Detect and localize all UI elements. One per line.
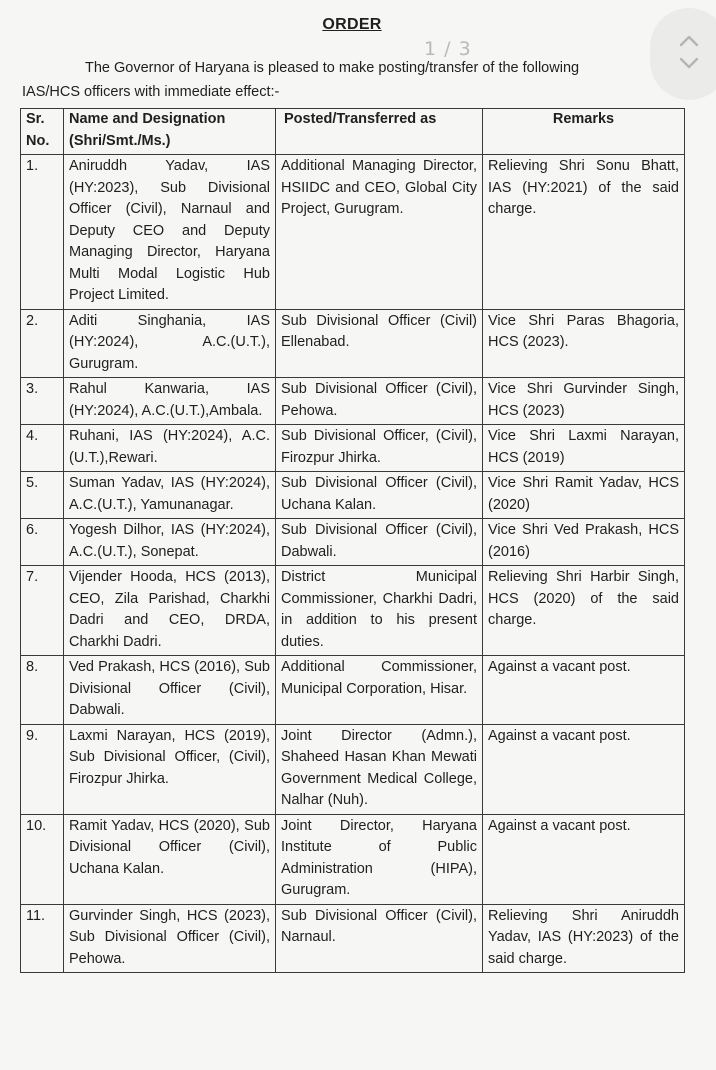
sr-cell: 9. [21, 724, 64, 814]
remarks-cell: Relieving Shri Aniruddh Yadav, IAS (HY:2023) of the said charge. [483, 904, 685, 973]
remarks-cell: Against a vacant post. [483, 814, 685, 904]
table-row [21, 814, 685, 904]
header-sr-line1: Sr. [26, 111, 45, 127]
chevron-down-icon [678, 56, 700, 70]
name-designation-cell: Ramit Yadav, HCS (2020), Sub Divisional Officer (Civil), Uchana Kalan. [64, 814, 276, 904]
table-header-row [21, 109, 685, 155]
header-posted-label: Posted/Transferred as [284, 111, 437, 127]
header-sr-line2: No. [26, 132, 50, 149]
remarks-cell: Relieving Shri Harbir Singh, HCS (2020) of the said charge. [483, 566, 685, 656]
page-indicator: 1 / 3 [424, 38, 472, 60]
remarks-cell: Vice Shri Laxmi Narayan, HCS (2019) [483, 425, 685, 472]
intro-paragraph [22, 56, 672, 104]
posted-as-cell: District Municipal Commissioner, Charkhi Dadri, in addition to his present duties. [276, 566, 483, 656]
remarks-cell: Vice Shri Paras Bhagoria, HCS (2023). [483, 309, 685, 378]
table-row [21, 155, 685, 310]
remarks-cell: Vice Shri Gurvinder Singh, HCS (2023) [483, 378, 685, 425]
name-designation-cell: Gurvinder Singh, HCS (2023), Sub Divisional Officer (Civil), Pehowa. [64, 904, 276, 973]
chevron-up-icon [678, 34, 700, 48]
posted-as-cell: Sub Divisional Officer, (Civil), Firozpur Jhirka. [276, 425, 483, 472]
sr-cell: 10. [21, 814, 64, 904]
table-row [21, 378, 685, 425]
header-name-line2: (Shri/Smt./Ms.) [69, 132, 171, 149]
next-page-button[interactable] [672, 52, 706, 74]
sr-cell: 4. [21, 425, 64, 472]
table-row [21, 566, 685, 656]
intro-line-1: The Governor of Haryana is pleased to make posting/transfer of the following [85, 60, 580, 76]
table-row [21, 904, 685, 973]
document-title: ORDER [322, 16, 382, 33]
header-name-line1: Name and Designation [69, 111, 226, 127]
posted-as-cell: Additional Managing Director, HSIIDC and CEO, Global City Project, Gurugram. [276, 155, 483, 310]
posted-as-cell: Joint Director (Admn.), Shaheed Hasan Khan Mewati Government Medical College, Nalhar (Nuh). [276, 724, 483, 814]
table-row [21, 309, 685, 378]
header-posted [276, 109, 483, 155]
sr-cell: 1. [21, 155, 64, 310]
table-row [21, 519, 685, 566]
posted-as-cell: Sub Divisional Officer (Civil), Pehowa. [276, 378, 483, 425]
intro-line-2: IAS/HCS officers with immediate effect:- [22, 84, 280, 100]
remarks-cell: Against a vacant post. [483, 724, 685, 814]
sr-cell: 6. [21, 519, 64, 566]
sr-cell: 2. [21, 309, 64, 378]
table-row [21, 472, 685, 519]
posted-as-cell: Sub Divisional Officer (Civil), Dabwali. [276, 519, 483, 566]
sr-cell: 8. [21, 656, 64, 725]
table-row [21, 425, 685, 472]
header-sr-no [21, 109, 64, 155]
remarks-cell: Relieving Shri Sonu Bhatt, IAS (HY:2021) of the said charge. [483, 155, 685, 310]
name-designation-cell: Laxmi Narayan, HCS (2019), Sub Divisional Officer, (Civil), Firozpur Jhirka. [64, 724, 276, 814]
posted-as-cell: Joint Director, Haryana Institute of Public Administration (HIPA), Gurugram. [276, 814, 483, 904]
previous-page-button[interactable] [672, 30, 706, 52]
name-designation-cell: Vijender Hooda, HCS (2013), CEO, Zila Parishad, Charkhi Dadri and CEO, DRDA, Charkhi Dadri. [64, 566, 276, 656]
header-name-designation [64, 109, 276, 155]
header-remarks [483, 109, 685, 155]
name-designation-cell: Ruhani, IAS (HY:2024), A.C.(U.T.),Rewari. [64, 425, 276, 472]
remarks-cell: Against a vacant post. [483, 656, 685, 725]
sr-cell: 7. [21, 566, 64, 656]
posted-as-cell: Additional Commissioner, Municipal Corporation, Hisar. [276, 656, 483, 725]
posted-as-cell: Sub Divisional Officer (Civil) Ellenabad. [276, 309, 483, 378]
header-remarks-label: Remarks [552, 111, 615, 127]
name-designation-cell: Ved Prakash, HCS (2016), Sub Divisional Officer (Civil), Dabwali. [64, 656, 276, 725]
name-designation-cell: Aniruddh Yadav, IAS (HY:2023), Sub Divisional Officer (Civil), Narnaul and Deputy CEO and Deputy Managing Director, Haryana Multi Modal Logistic Hub Project Limited. [64, 155, 276, 310]
sr-cell: 5. [21, 472, 64, 519]
sr-cell: 11. [21, 904, 64, 973]
remarks-cell: Vice Shri Ved Prakash, HCS (2016) [483, 519, 685, 566]
posting-table [20, 108, 685, 973]
posted-as-cell: Sub Divisional Officer (Civil), Uchana Kalan. [276, 472, 483, 519]
sr-cell: 3. [21, 378, 64, 425]
table-row [21, 656, 685, 725]
name-designation-cell: Yogesh Dilhor, IAS (HY:2024), A.C.(U.T.), Sonepat. [64, 519, 276, 566]
name-designation-cell: Rahul Kanwaria, IAS (HY:2024), A.C.(U.T.),Ambala. [64, 378, 276, 425]
posted-as-cell: Sub Divisional Officer (Civil), Narnaul. [276, 904, 483, 973]
name-designation-cell: Aditi Singhania, IAS (HY:2024), A.C.(U.T.), Gurugram. [64, 309, 276, 378]
table-row [21, 724, 685, 814]
name-designation-cell: Suman Yadav, IAS (HY:2024), A.C.(U.T.), Yamunanagar. [64, 472, 276, 519]
remarks-cell: Vice Shri Ramit Yadav, HCS (2020) [483, 472, 685, 519]
